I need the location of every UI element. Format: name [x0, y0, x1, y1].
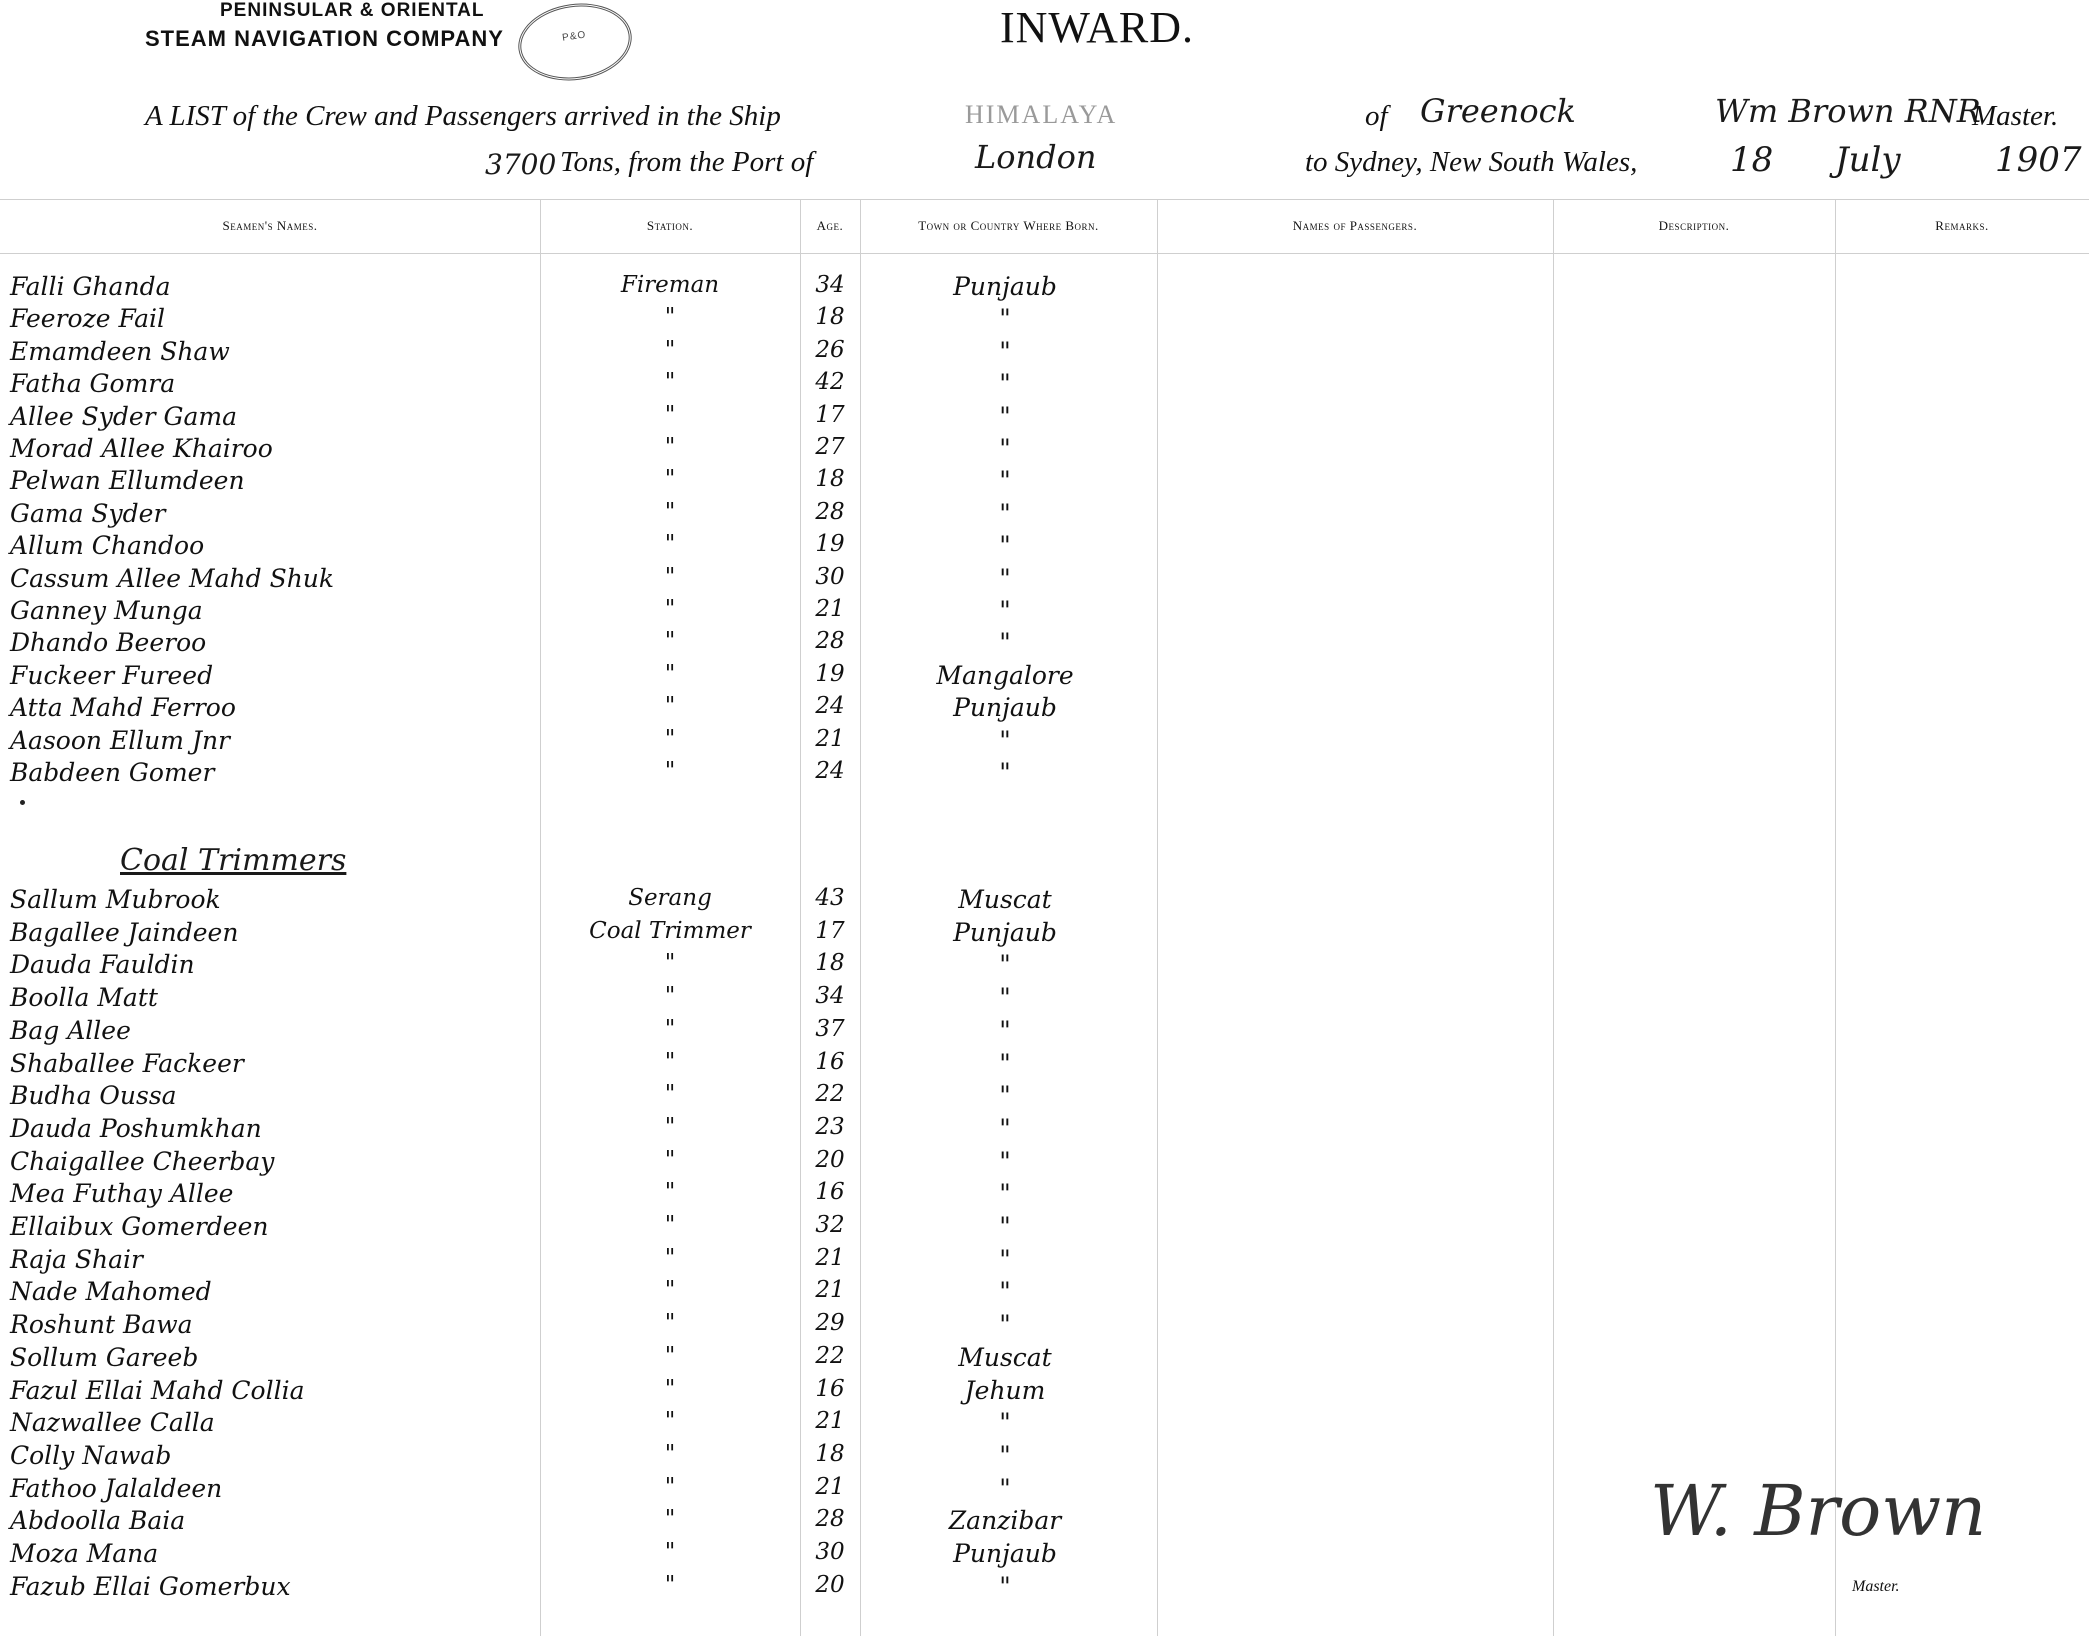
crew-row	[0, 596, 1160, 628]
crew-name: Ellaibux Gomerdeen	[10, 1212, 269, 1241]
crew-station: "	[664, 1539, 676, 1565]
crew-station: "	[664, 531, 676, 558]
crew-birthplace: Punjaub	[953, 1539, 1057, 1568]
crew-station: "	[664, 1408, 676, 1435]
crew-age: 21	[815, 725, 845, 752]
crew-age: 16	[815, 1375, 845, 1402]
tonnage-value: 3700	[485, 148, 557, 181]
crew-birthplace: "	[999, 1473, 1011, 1503]
crew-row	[0, 1245, 1160, 1277]
crew-age: 30	[815, 1539, 845, 1565]
column-divider	[1835, 199, 1836, 1636]
master-label: Master.	[1972, 100, 2059, 132]
crew-birthplace: "	[999, 1113, 1011, 1143]
crew-name: Bagallee Jaindeen	[10, 917, 239, 947]
crew-birthplace: Zanzibar	[948, 1506, 1062, 1536]
crew-age: 17	[815, 401, 845, 428]
col-age: Age.	[816, 218, 844, 233]
crew-age: 32	[815, 1212, 845, 1238]
crew-station: "	[664, 983, 676, 1010]
crew-station: "	[664, 1081, 676, 1108]
crew-birthplace: "	[999, 950, 1011, 980]
crew-row	[0, 434, 1160, 466]
crew-row	[0, 1376, 1160, 1408]
crew-name: Gama Syder	[10, 498, 166, 528]
column-divider	[1553, 199, 1554, 1636]
crew-station: "	[664, 369, 676, 396]
crew-age: 42	[815, 369, 845, 396]
ink-dot	[20, 800, 25, 805]
crew-name: Fatha Gomra	[10, 369, 176, 399]
crew-age: 28	[815, 628, 845, 655]
crew-birthplace: Punjaub	[953, 272, 1057, 301]
crew-name: Chaigallee Cheerbay	[10, 1146, 275, 1176]
crew-age: 30	[815, 563, 845, 590]
crew-station: "	[664, 1277, 676, 1304]
crew-birthplace: "	[999, 336, 1011, 366]
crew-station: "	[664, 725, 676, 752]
crew-row	[0, 1016, 1160, 1048]
crew-name: Dauda Poshumkhan	[10, 1113, 262, 1143]
crew-station: "	[664, 1342, 676, 1369]
crew-birthplace: "	[999, 1310, 1011, 1340]
crew-age: 43	[815, 885, 845, 911]
crew-age: 21	[815, 1408, 845, 1435]
crew-station: "	[664, 336, 676, 363]
crew-name: Sallum Mubrook	[10, 885, 221, 914]
crew-station: Fireman	[620, 272, 720, 298]
crew-birthplace: "	[999, 434, 1011, 463]
crew-age: 16	[815, 1048, 845, 1075]
crew-row	[0, 272, 1160, 304]
col-remarks: Remarks.	[1935, 218, 1989, 233]
col-passengers: Names of Passengers.	[1292, 218, 1418, 233]
crew-birthplace: "	[999, 1440, 1011, 1470]
crew-name: Allum Chandoo	[10, 531, 205, 561]
crew-birthplace: "	[999, 1015, 1011, 1045]
top-rule	[0, 199, 2089, 200]
crew-row	[0, 1114, 1160, 1146]
crew-row	[0, 402, 1160, 434]
crew-age: 21	[815, 1277, 845, 1304]
crew-name: Pelwan Ellumdeen	[10, 466, 245, 496]
from-port: London	[975, 138, 1097, 176]
crew-row	[0, 661, 1160, 693]
crew-station: Serang	[628, 885, 712, 911]
ship-name: HIMALAYA	[965, 100, 1118, 129]
crew-station: "	[664, 1212, 676, 1238]
company-line-2: STEAM NAVIGATION COMPANY	[145, 26, 504, 51]
crew-birthplace: "	[999, 563, 1011, 593]
section-coal-trimmers: Coal Trimmers	[120, 843, 347, 878]
crew-age: 34	[815, 983, 845, 1010]
crew-age: 18	[815, 304, 845, 331]
crew-name: Fuckeer Fureed	[10, 660, 214, 690]
tons-label: Tons, from the Port of	[560, 146, 814, 178]
crew-name: Boolla Matt	[10, 983, 158, 1013]
crew-station: "	[664, 304, 676, 331]
crew-age: 21	[815, 1244, 845, 1271]
crew-name: Colly Nawab	[10, 1440, 172, 1470]
crew-row	[0, 1147, 1160, 1179]
crew-row	[0, 1310, 1160, 1342]
crew-station: "	[664, 563, 676, 590]
crew-birthplace: "	[999, 725, 1011, 755]
crew-age: 18	[815, 950, 845, 977]
crew-station: "	[664, 596, 676, 622]
crew-station: "	[664, 434, 676, 460]
form-title: INWARD.	[1000, 3, 1194, 52]
crew-age: 23	[815, 1113, 845, 1140]
master-caption: Master.	[1852, 1578, 1900, 1595]
crew-birthplace: "	[999, 498, 1011, 528]
crew-station: "	[664, 1113, 676, 1140]
crew-row	[0, 726, 1160, 758]
crew-row	[0, 369, 1160, 401]
crew-station: "	[664, 1146, 676, 1173]
crew-name: Bag Allee	[10, 1015, 131, 1045]
crew-age: 24	[815, 758, 845, 784]
crew-age: 28	[815, 498, 845, 525]
stamp-text: P&O	[561, 29, 587, 44]
crew-name: Mea Futhay Allee	[10, 1179, 234, 1209]
crew-station: "	[664, 1440, 676, 1467]
crew-age: 17	[815, 917, 845, 944]
crew-birthplace: "	[999, 1081, 1011, 1111]
company-line-1: PENINSULAR & ORIENTAL	[220, 0, 485, 21]
crew-station: "	[664, 693, 676, 720]
crew-birthplace: Muscat	[958, 1342, 1052, 1372]
crew-name: Falli Ghanda	[10, 272, 171, 301]
arrival-month: July	[1835, 140, 1901, 180]
crew-row	[0, 337, 1160, 369]
crew-row	[0, 1474, 1160, 1506]
crew-name: Shaballee Fackeer	[10, 1048, 244, 1078]
crew-birthplace: "	[999, 1146, 1011, 1176]
crew-station: "	[664, 1506, 676, 1533]
crew-row	[0, 885, 1160, 917]
crew-birthplace: Mangalore	[936, 660, 1074, 690]
crew-row	[0, 950, 1160, 982]
crew-station: "	[664, 660, 676, 687]
col-station: Station.	[646, 218, 694, 233]
crew-row	[0, 499, 1160, 531]
crew-age: 28	[815, 1506, 845, 1533]
crew-row	[0, 564, 1160, 596]
crew-station: "	[664, 1244, 676, 1271]
crew-station: "	[664, 401, 676, 428]
arrival-year: 1907	[1995, 140, 2082, 180]
crew-station: "	[664, 758, 676, 784]
crew-row	[0, 1572, 1160, 1604]
crew-name: Abdoolla Baia	[10, 1506, 186, 1536]
crew-name: Sollum Gareeb	[10, 1342, 199, 1372]
crew-station: "	[664, 1571, 676, 1598]
crew-birthplace: "	[999, 1244, 1011, 1274]
crew-age: 21	[815, 1473, 845, 1500]
master-signature: W. Brown	[1650, 1470, 1987, 1552]
master-name: Wm Brown RNR	[1715, 92, 1981, 130]
crew-name: Cassum Allee Mahd Shuk	[10, 563, 335, 593]
crew-station: "	[664, 498, 676, 525]
crew-birthplace: "	[999, 1048, 1011, 1078]
crew-birthplace: "	[999, 1571, 1011, 1601]
crew-row	[0, 304, 1160, 336]
crew-name: Allee Syder Gama	[10, 401, 238, 431]
crew-birthplace: Punjaub	[953, 917, 1057, 947]
crew-row	[0, 1506, 1160, 1538]
crew-row	[0, 758, 1160, 790]
crew-birthplace: "	[999, 466, 1011, 496]
crew-row	[0, 1049, 1160, 1081]
crew-name: Nazwallee Calla	[10, 1408, 215, 1438]
crew-name: Fazub Ellai Gomerbux	[10, 1571, 291, 1601]
crew-age: 22	[815, 1081, 845, 1108]
crew-row	[0, 983, 1160, 1015]
crew-row	[0, 693, 1160, 725]
crew-age: 24	[815, 693, 845, 720]
crew-station: "	[664, 628, 676, 655]
crew-station: "	[664, 1179, 676, 1206]
crew-name: Emamdeen Shaw	[10, 336, 230, 366]
col-town-born: Town or Country Where Born.	[918, 218, 1099, 233]
crew-row	[0, 1539, 1160, 1571]
crew-age: 29	[815, 1310, 845, 1337]
crew-birthplace: "	[999, 983, 1011, 1013]
crew-age: 18	[815, 466, 845, 493]
crew-age: 27	[815, 434, 845, 460]
crew-birthplace: "	[999, 369, 1011, 399]
crew-name: Feeroze Fail	[10, 304, 166, 334]
crew-name: Dauda Fauldin	[10, 950, 195, 980]
crew-row	[0, 466, 1160, 498]
crew-age: 20	[815, 1146, 845, 1173]
crew-name: Budha Oussa	[10, 1081, 177, 1111]
crew-age: 22	[815, 1342, 845, 1369]
crew-age: 18	[815, 1440, 845, 1467]
crew-station: "	[664, 1015, 676, 1042]
crew-birthplace: Jehum	[964, 1375, 1046, 1405]
of-label: of	[1365, 100, 1388, 132]
crew-station: "	[664, 1473, 676, 1500]
crew-station: "	[664, 466, 676, 493]
crew-birthplace: "	[999, 596, 1011, 625]
crew-birthplace: "	[999, 401, 1011, 431]
crew-age: 37	[815, 1015, 845, 1042]
crew-age: 16	[815, 1179, 845, 1206]
crew-birthplace: "	[999, 1277, 1011, 1307]
crew-row	[0, 1179, 1160, 1211]
crew-station: "	[664, 950, 676, 977]
crew-birthplace: Punjaub	[953, 693, 1057, 723]
crew-station: Coal Trimmer	[589, 917, 751, 944]
crew-name: Roshunt Bawa	[10, 1310, 193, 1340]
crew-name: Moza Mana	[10, 1539, 159, 1568]
crew-name: Raja Shair	[10, 1244, 143, 1274]
crew-station: "	[664, 1375, 676, 1402]
crew-age: 26	[815, 336, 845, 363]
crew-age: 34	[815, 272, 845, 298]
crew-name: Babdeen Gomer	[10, 758, 215, 787]
crew-age: 20	[815, 1571, 845, 1598]
crew-row	[0, 1277, 1160, 1309]
crew-birthplace: "	[999, 304, 1011, 334]
col-description: Description.	[1658, 218, 1730, 233]
crew-station: "	[664, 1048, 676, 1075]
crew-birthplace: "	[999, 1212, 1011, 1241]
crew-birthplace: "	[999, 531, 1011, 561]
crew-name: Nade Mahomed	[10, 1277, 212, 1307]
crew-station: "	[664, 1310, 676, 1337]
crew-name: Morad Allee Khairoo	[10, 434, 273, 463]
header-rule	[0, 253, 2089, 254]
list-heading-text: A LIST of the Crew and Passengers arrived in the Ship	[145, 100, 781, 132]
crew-row	[0, 1343, 1160, 1375]
crew-age: 19	[815, 660, 845, 687]
crew-name: Ganney Munga	[10, 596, 203, 625]
crew-row	[0, 918, 1160, 950]
of-port: Greenock	[1420, 92, 1576, 130]
crew-name: Fazul Ellai Mahd Collia	[10, 1375, 305, 1405]
crew-name: Aasoon Ellum Jnr	[10, 725, 231, 755]
crew-birthplace: "	[999, 1408, 1011, 1438]
crew-row	[0, 531, 1160, 563]
crew-row	[0, 1408, 1160, 1440]
destination-label: to Sydney, New South Wales,	[1305, 146, 1638, 178]
crew-birthplace: "	[999, 1179, 1011, 1209]
crew-name: Fathoo Jalaldeen	[10, 1473, 223, 1503]
crew-name: Atta Mahd Ferroo	[10, 693, 236, 723]
col-seamens-names: Seamen's Names.	[222, 218, 318, 233]
crew-row	[0, 1441, 1160, 1473]
arrival-day: 18	[1730, 140, 1774, 180]
crew-birthplace: "	[999, 758, 1011, 787]
company-stamp	[513, 0, 636, 88]
crew-birthplace: "	[999, 628, 1011, 658]
crew-birthplace: Muscat	[958, 885, 1052, 914]
crew-row	[0, 1081, 1160, 1113]
crew-age: 19	[815, 531, 845, 558]
crew-name: Dhando Beeroo	[10, 628, 207, 658]
crew-age: 21	[815, 596, 845, 622]
crew-row	[0, 1212, 1160, 1244]
crew-row	[0, 628, 1160, 660]
